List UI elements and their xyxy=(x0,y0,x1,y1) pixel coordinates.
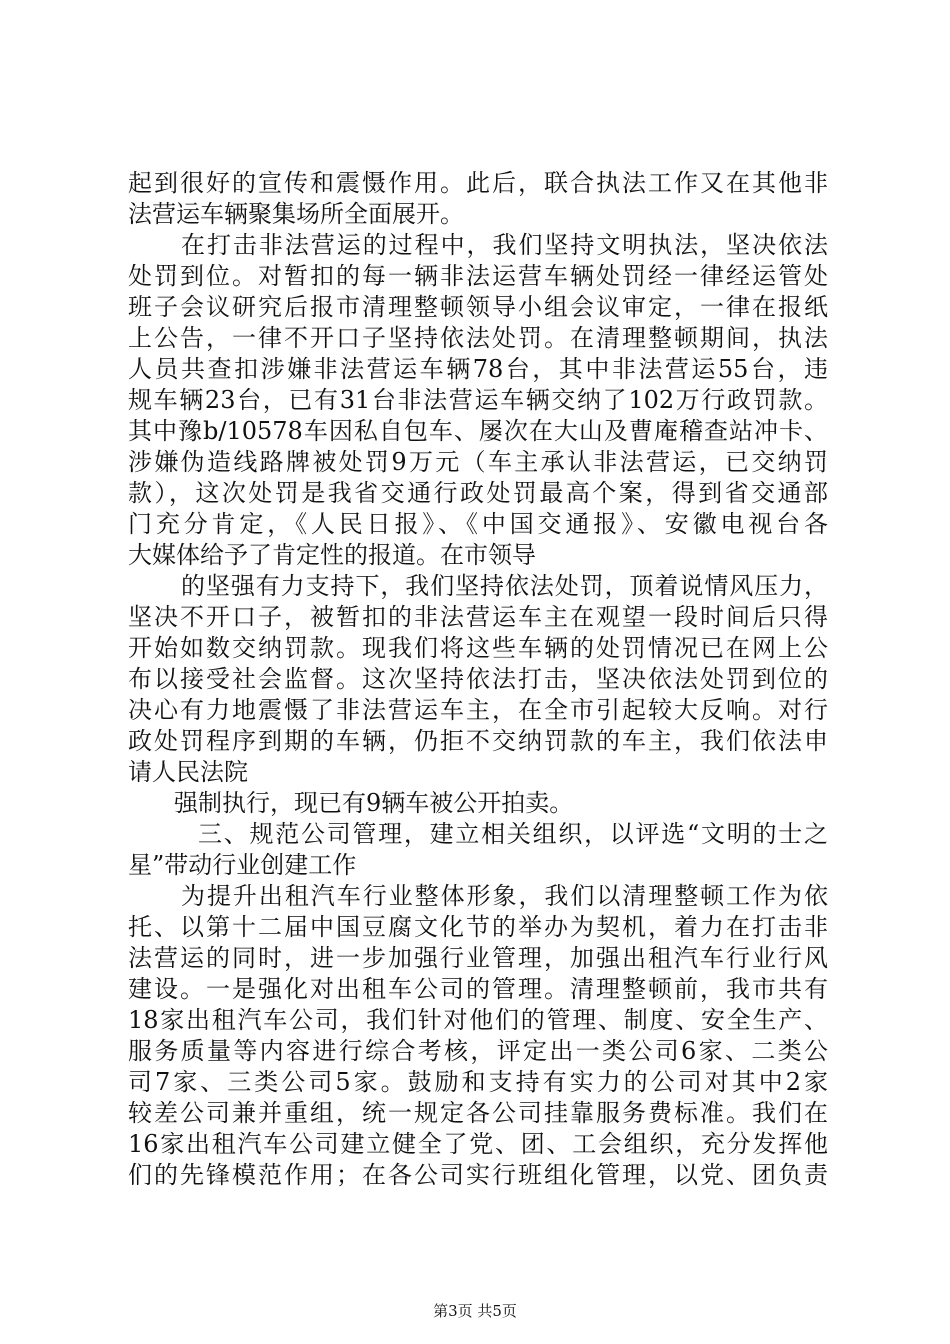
text-line: 服务质量等内容进行综合考核，评定出一类公司6家、二类公 xyxy=(128,1037,828,1065)
text-line: 涉嫌伪造线路牌被处罚9万元（车主承认非法营运，已交纳罚 xyxy=(128,448,828,476)
paragraph-start-line: 为提升出租汽车行业整体形象，我们以清理整顿工作为依 xyxy=(181,882,828,910)
text-line: 上公告，一律不开口子坚持依法处罚。在清理整顿期间，执法 xyxy=(128,324,828,352)
text-line: 请人民法院 xyxy=(128,758,248,786)
text-line: 法营运的同时，进一步加强行业管理，加强出租汽车行业行风 xyxy=(128,944,828,972)
text-line: 较差公司兼并重组，统一规定各公司挂靠服务费标准。我们在 xyxy=(128,1099,828,1127)
page-number-footer: 第3页 共5页 xyxy=(433,1302,517,1320)
text-line: 款），这次处罚是我省交通行政处罚最高个案，得到省交通部 xyxy=(128,479,828,507)
text-line: 规车辆23台，已有31台非法营运车辆交纳了102万行政罚款。 xyxy=(128,386,828,414)
text-line: 16家出租汽车公司建立健全了党、团、工会组织，充分发挥他 xyxy=(128,1130,828,1158)
text-line: 托、以第十二届中国豆腐文化节的举办为契机，着力在打击非 xyxy=(128,913,828,941)
text-line: 布以接受社会监督。这次坚持依法打击，坚决依法处罚到位的 xyxy=(128,665,828,693)
text-line: 起到很好的宣传和震慑作用。此后，联合执法工作又在其他非 xyxy=(128,169,828,197)
text-line: 们的先锋模范作用；在各公司实行班组化管理，以党、团负责 xyxy=(128,1161,828,1189)
text-line: 门充分肯定，《人民日报》、《中国交通报》、安徽电视台各 xyxy=(128,510,828,538)
document-body xyxy=(128,168,828,1191)
text-line: 其中豫b/10578车因私自包车、屡次在大山及曹庵稽查站冲卡、 xyxy=(128,417,828,445)
paragraph-start-line: 的坚强有力支持下，我们坚持依法处罚，顶着说情风压力， xyxy=(181,572,828,600)
text-line: 坚决不开口子，被暂扣的非法营运车主在观望一段时间后只得 xyxy=(128,603,828,631)
paragraph-start-line: 在打击非法营运的过程中，我们坚持文明执法，坚决依法 xyxy=(181,231,828,259)
text-line: 人员共查扣涉嫌非法营运车辆78台，其中非法营运55台，违 xyxy=(128,355,828,383)
text-line: 大媒体给予了肯定性的报道。在市领导 xyxy=(128,541,536,569)
section-heading-line: 三、规范公司管理，建立相关组织，以评选“文明的士之 xyxy=(198,820,828,848)
text-line: 建设。一是强化对出租车公司的管理。清理整顿前，我市共有 xyxy=(128,975,828,1003)
text-line: 班子会议研究后报市清理整顿领导小组会议审定，一律在报纸 xyxy=(128,293,828,321)
text-line: 开始如数交纳罚款。现我们将这些车辆的处罚情况已在网上公 xyxy=(128,634,828,662)
section-heading-line: 星”带动行业创建工作 xyxy=(128,851,357,879)
text-line: 司7家、三类公司5家。鼓励和支持有实力的公司对其中2家 xyxy=(128,1068,828,1096)
text-line: 法营运车辆聚集场所全面展开。 xyxy=(128,200,464,228)
text-line: 政处罚程序到期的车辆，仍拒不交纳罚款的车主，我们依法申 xyxy=(128,727,828,755)
text-line: 处罚到位。对暂扣的每一辆非法运营车辆处罚经一律经运管处 xyxy=(128,262,828,290)
text-line: 决心有力地震慑了非法营运车主，在全市引起较大反响。对行 xyxy=(128,696,828,724)
text-line: 18家出租汽车公司，我们针对他们的管理、制度、安全生产、 xyxy=(128,1006,828,1034)
paragraph-start-line: 强制执行，现已有9辆车被公开拍卖。 xyxy=(174,789,574,817)
